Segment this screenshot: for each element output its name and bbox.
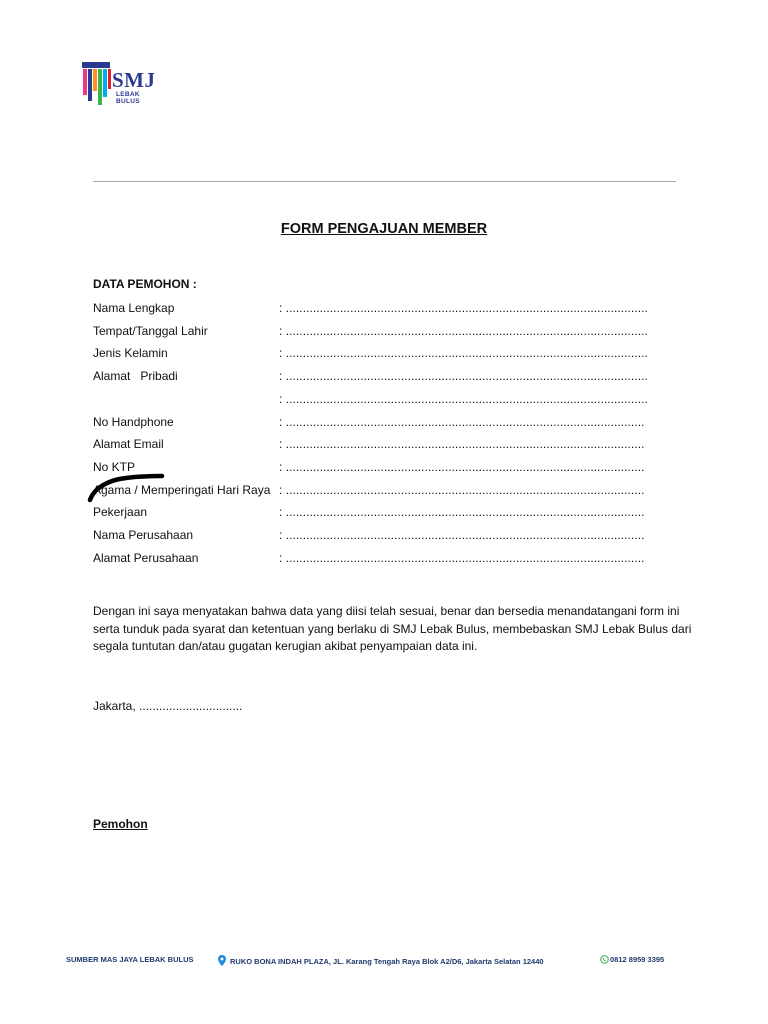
field-blank: : .......................................................................................................... bbox=[279, 505, 645, 519]
header-divider bbox=[93, 181, 676, 182]
pen-scribble-mark bbox=[86, 470, 166, 504]
field-label: No Handphone bbox=[93, 415, 174, 429]
logo-subtitle-1: LEBAK bbox=[116, 91, 140, 98]
field-label: Jenis Kelamin bbox=[93, 346, 168, 360]
field-blank: : .......................................................................................................... bbox=[279, 551, 645, 565]
footer-phone bbox=[600, 955, 664, 964]
company-logo bbox=[82, 48, 162, 110]
paint-roller-logo-icon bbox=[82, 62, 112, 108]
footer-address bbox=[218, 955, 544, 966]
field-label: Alamat Email bbox=[93, 437, 164, 451]
field-blank: : ........................................................................................................... bbox=[279, 301, 648, 315]
statement-line: segala tuntutan dan/atau gugatan kerugian akibat penyampaian data ini. bbox=[93, 639, 478, 653]
footer-phone-text: 0812 8959 3395 bbox=[610, 955, 665, 964]
field-blank: : .......................................................................................................... bbox=[279, 483, 645, 497]
field-label: Alamat Pribadi bbox=[93, 369, 178, 383]
field-blank: : .......................................................................................................... bbox=[279, 528, 645, 542]
statement-line: Dengan ini saya menyatakan bahwa data yang diisi telah sesuai, benar dan bersedia menandatangani form ini bbox=[93, 604, 680, 618]
field-label: Tempat/Tanggal Lahir bbox=[93, 324, 208, 338]
field-label: Agama / Memperingati Hari Raya bbox=[93, 483, 271, 497]
whatsapp-icon bbox=[600, 955, 609, 964]
field-blank: : ........................................................................................................... bbox=[279, 392, 648, 406]
field-label: Alamat Perusahaan bbox=[93, 551, 199, 565]
footer-company: SUMBER MAS JAYA LEBAK BULUS bbox=[66, 955, 194, 964]
field-blank: : ........................................................................................................... bbox=[279, 369, 648, 383]
section-heading: DATA PEMOHON : bbox=[93, 277, 197, 291]
location-pin-icon bbox=[218, 955, 226, 966]
form-title: FORM PENGAJUAN MEMBER bbox=[280, 221, 488, 237]
statement-line: serta tunduk pada syarat dan ketentuan yang berlaku di SMJ Lebak Bulus, membebaskan SMJ Lebak Bulus dari bbox=[93, 621, 692, 636]
field-label: Nama Perusahaan bbox=[93, 528, 194, 542]
footer-address-text: RUKO BONA INDAH PLAZA, JL. Karang Tengah Raya Blok A2/D6, Jakarta Selatan 12440 bbox=[230, 957, 544, 966]
field-blank: : .......................................................................................................... bbox=[279, 415, 645, 429]
logo-name: SMJ bbox=[112, 68, 156, 92]
field-label: No KTP bbox=[93, 460, 136, 474]
field-blank: : .......................................................................................................... bbox=[279, 437, 645, 451]
signer-label: Pemohon bbox=[93, 817, 148, 831]
field-blank: : .......................................................................................................... bbox=[279, 460, 645, 474]
logo-subtitle-2: BULUS bbox=[116, 98, 140, 105]
field-label: Pekerjaan bbox=[93, 505, 148, 519]
field-label: Nama Lengkap bbox=[93, 301, 175, 315]
field-blank: : ........................................................................................................... bbox=[279, 324, 648, 338]
field-blank: : ........................................................................................................... bbox=[279, 346, 648, 360]
place-date: Jakarta, ............................... bbox=[93, 699, 243, 713]
statement-paragraph bbox=[93, 603, 692, 656]
